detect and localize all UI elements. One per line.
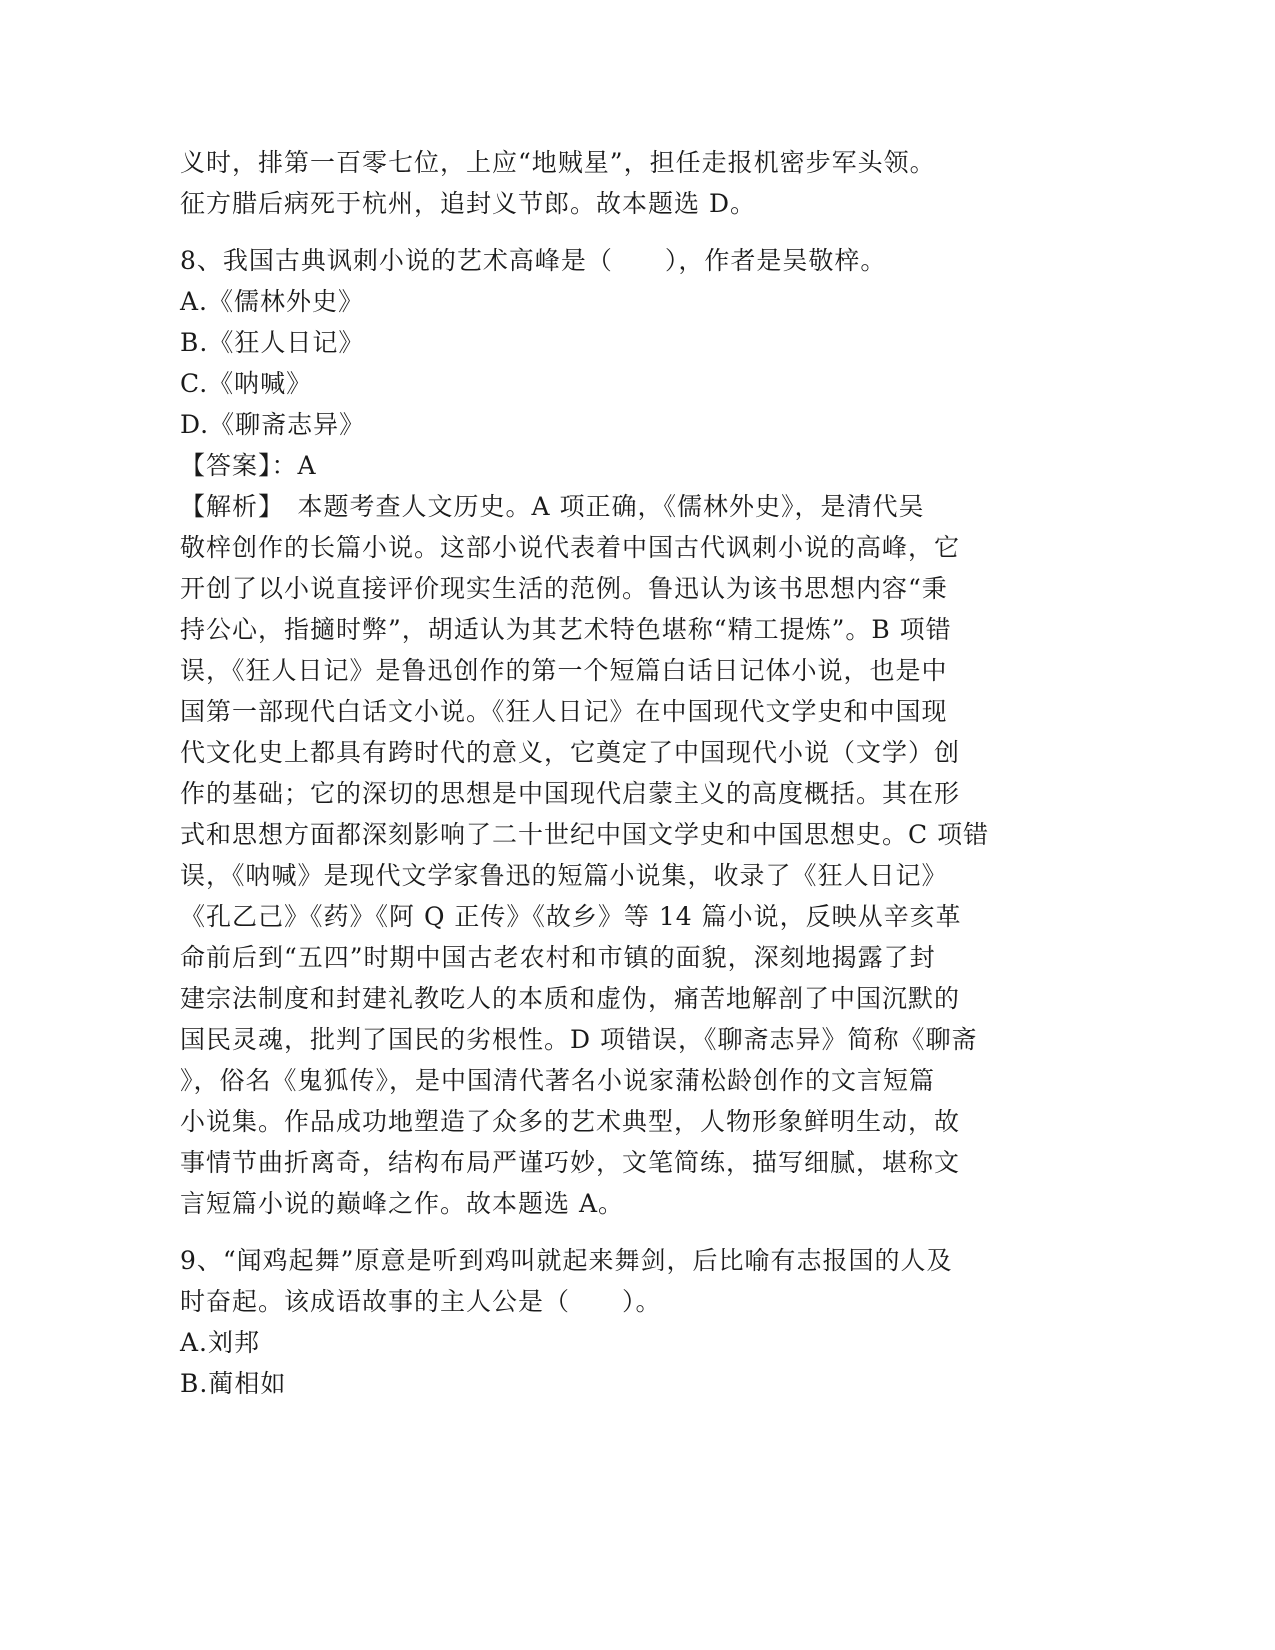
analysis-line: 《孔乙己》《药》《阿 Q 正传》《故乡》等 14 篇小说，反映从辛亥革: [180, 902, 962, 931]
analysis-line: 作的基础；它的深切的思想是中国现代启蒙主义的高度概括。其在形: [180, 779, 961, 808]
text-line: 征方腊后病死于杭州，追封义节郎。故本题选 D。: [180, 189, 756, 218]
analysis-line: 小说集。作品成功地塑造了众多的艺术典型，人物形象鲜明生动，故: [180, 1107, 961, 1136]
option-b: B.蔺相如: [180, 1369, 287, 1398]
question-8: [180, 240, 1080, 1224]
analysis-block: [180, 486, 1080, 1224]
option-c: C.《呐喊》: [180, 369, 313, 398]
analysis-line: 言短篇小说的巅峰之作。故本题选 A。: [180, 1189, 625, 1218]
question-stem: 9、“闻鸡起舞”原意是听到鸡叫就起来舞剑，后比喻有志报国的人及: [180, 1246, 953, 1275]
analysis-line: 命前后到“五四”时期中国古老农村和市镇的面貌，深刻地揭露了封: [180, 943, 936, 972]
analysis-line: 误，《呐喊》是现代文学家鲁迅的短篇小说集，收录了《狂人日记》: [180, 861, 948, 890]
analysis-line: 建宗法制度和封建礼教吃人的本质和虚伪，痛苦地解剖了中国沉默的: [180, 984, 961, 1013]
analysis-line: 敬梓创作的长篇小说。这部小说代表着中国古代讽刺小说的高峰，它: [180, 533, 961, 562]
answer-line: 【答案】：A: [180, 451, 317, 480]
option-d: D.《聊斋志异》: [180, 410, 366, 439]
analysis-line: 开创了以小说直接评价现实生活的范例。鲁迅认为该书思想内容“秉: [180, 574, 948, 603]
analysis-line: 代文化史上都具有跨时代的意义，它奠定了中国现代小说（文学）创: [180, 738, 961, 767]
question-9: [180, 1240, 1080, 1404]
option-a: A.《儒林外史》: [180, 287, 365, 316]
paragraph-gap: [180, 1224, 1080, 1240]
analysis-line: 误，《狂人日记》是鲁迅创作的第一个短篇白话日记体小说，也是中: [180, 656, 948, 685]
analysis-line: 【解析】 本题考查人文历史。A 项正确，《儒林外史》，是清代吴: [180, 492, 925, 521]
question-stem: 8、我国古典讽刺小说的艺术高峰是（ ），作者是吴敬梓。: [180, 246, 887, 275]
document-page: [180, 142, 1080, 1404]
question-stem: 时奋起。该成语故事的主人公是（ ）。: [180, 1287, 662, 1316]
previous-analysis-continuation: [180, 142, 1080, 224]
analysis-line: 持公心，指擿时弊”，胡适认为其艺术特色堪称“精工提炼”。B 项错: [180, 615, 952, 644]
paragraph-gap: [180, 224, 1080, 240]
analysis-line: 事情节曲折离奇，结构布局严谨巧妙，文笔简练，描写细腻，堪称文: [180, 1148, 961, 1177]
option-b: B.《狂人日记》: [180, 328, 365, 357]
option-a: A.刘邦: [180, 1328, 261, 1357]
analysis-line: 国民灵魂，批判了国民的劣根性。D 项错误，《聊斋志异》简称《聊斋: [180, 1025, 978, 1054]
analysis-line: 国第一部现代白话文小说。《狂人日记》在中国现代文学史和中国现: [180, 697, 948, 726]
analysis-line: 》，俗名《鬼狐传》，是中国清代著名小说家蒲松龄创作的文言短篇: [180, 1066, 936, 1095]
analysis-line: 式和思想方面都深刻影响了二十世纪中国文学史和中国思想史。C 项错: [180, 820, 990, 849]
text-line: 义时，排第一百零七位，上应“地贼星”，担任走报机密步军头领。: [180, 148, 936, 177]
